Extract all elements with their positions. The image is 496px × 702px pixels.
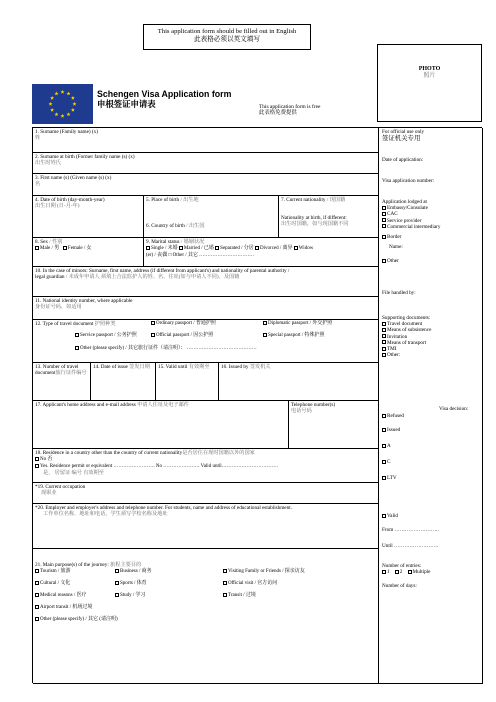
field-surname-at-birth-label: 2. Surname at birth (Former family name (s) (x) [35,154,135,160]
form-title-en: Schengen Visa Application form [97,89,232,99]
field-valid-until-label: 15. Valid until 有效期至 [158,364,210,370]
marital-option-married[interactable]: Married / 已婚 [179,246,214,251]
field-home-address[interactable] [33,401,289,449]
field-first-name[interactable] [33,174,379,196]
purpose-business[interactable]: Business / 商务 [115,568,152,575]
visa-decision-label: Visa decision: [439,406,469,412]
field-date-of-issue[interactable] [91,363,156,401]
field-travel-document-type[interactable] [33,320,379,363]
field-surname-at-birth-label-zh: 出生时姓氏 [35,160,61,166]
free-notice-zh: 此表格免费提供 [259,110,297,116]
doc-option-other[interactable]: Other (please specify) / 其它旅行证件（请注明）： …………………………………… [75,345,257,352]
field-home-address-label: 17. Applicant's home address and e-mail address 申请人住址及电子邮件 [35,402,189,408]
marital-option-single[interactable]: Single / 未婚 [146,246,178,251]
supporting-documents-group [382,315,431,358]
residence-yes-option[interactable]: Yes. Residence permit or equivalent ……………………. No …………………. Valid until……………………………. [35,463,376,470]
lodged-other[interactable]: Other [382,258,440,264]
doc-option-special[interactable]: Special passport / 特殊护照 [263,332,325,339]
visa-application-number-label: Visa application number: [382,178,435,184]
purpose-airport-transit[interactable]: Airport transit / 机场过境 [35,604,92,611]
field-marital-status-label: 9. Marital status / 婚姻状况 [146,239,205,245]
entries-2[interactable]: 2 [395,569,403,575]
field-guardian-label: 10. In the case of minors: Surname, first name, address (if different from applicant's) and nationality of parental authority / [35,268,290,274]
field-purpose-label: 21. Main purpose(s) of the journey: 旅程主要目的 [35,562,142,568]
lodged-commercial[interactable]: Commercial intermediary [382,224,440,230]
field-nationality[interactable] [279,196,379,238]
marital-option-separated[interactable]: Separated / 分居 [215,246,254,251]
doc-means-of-subsistence[interactable]: Means of subsistence [382,327,431,333]
field-first-name-label: 3. First name (s) (Given name (s) (x) [35,175,112,181]
field-date-of-issue-label: 14. Date of issue 签发日期 [93,364,150,370]
decision-ltv[interactable]: LTV [382,475,397,481]
doc-travel-document[interactable]: Travel document [382,321,431,327]
field-travel-document-number-label-2: document旅行证件编号 [35,370,87,376]
valid-until-label: Until …………………….. [382,543,439,549]
purpose-cultural[interactable]: Cultural / 文化 [35,580,70,587]
form-title-zh: 申根签证申请表 [97,99,156,109]
doc-option-ordinary[interactable]: Ordinary passport / 普通护照 [151,320,216,327]
decision-valid[interactable]: Valid [382,513,398,519]
marital-options-line2: (er) / 丧偶 □ Other / 其它 …………………………… [146,253,255,258]
official-title-zh: 签证机关专用 [382,135,421,143]
photo-box[interactable] [377,44,482,122]
notice-zh: 此表格必须以英文填写 [194,36,260,43]
marital-option-divorced[interactable]: Divorced / 离异 [255,246,293,251]
decision-issued[interactable]: Issued [382,427,400,433]
purpose-tourism[interactable]: Tourism / 旅游 [35,568,70,575]
file-handled-by-label: File handled by: [382,290,416,296]
purpose-medical[interactable]: Medical reasons / 医疗 [35,592,87,599]
field-sex[interactable] [33,238,144,267]
field-employer[interactable] [33,504,379,549]
field-guardian[interactable] [33,267,379,297]
decision-a[interactable]: A [382,443,391,449]
lodged-cac[interactable]: CAC [382,211,440,217]
male-checkbox[interactable] [35,246,39,250]
male-label: Male / 男 [40,246,60,251]
female-checkbox[interactable] [63,246,67,250]
field-employer-label-zh: 工作单位名称、地址和电话，学生须写学校名称及地址 [43,511,168,517]
field-occupation-label: *19. Current occupation [35,484,86,490]
purpose-sports[interactable]: Sports / 体育 [115,580,147,587]
purpose-visiting-family[interactable]: Visiting Family or Friends / 探亲访友 [223,568,305,575]
field-national-id-label-zh: 身份证号码，如适用 [35,304,82,310]
field-surname-label: 1. Surname (Family name) (x) [35,129,98,135]
lodged-at-group [382,199,440,265]
purpose-study[interactable]: Study / 学习 [115,592,146,599]
purpose-transit[interactable]: Transit / 过境 [223,592,256,599]
field-residence[interactable] [33,449,379,483]
official-title-en: For official use only [382,129,425,135]
entries-options [382,569,430,575]
field-guardian-label-2: legal guardian / 未成年申请人 须填上合法监护人的姓、名、住址(如与申请人不同)、及国籍 [35,274,240,280]
border-name-label: Name: [389,244,403,251]
doc-means-of-transport[interactable]: Means of transport [382,340,431,346]
field-telephone-label-zh: 电话号码 [291,408,312,414]
female-label: Female / 女 [67,246,92,251]
field-occupation-label-zh: 现职业 [41,490,57,496]
field-date-of-birth-label: 4. Date of birth (day-month-year) [35,197,105,203]
field-place-of-birth-label: 5. Place of birth / 出生地 [146,197,199,203]
eu-flag-icon [32,84,93,124]
field-occupation[interactable] [33,483,379,504]
doc-option-service[interactable]: Service passport / 公务护照 [75,332,137,339]
photo-label-en: PHOTO [418,66,441,72]
field-national-id-label: 11. National identity number, where applicable [35,298,133,304]
field-date-of-birth-label-zh: 出生日期 (日-月-年) [35,203,80,209]
lodged-border[interactable]: Border [382,234,440,240]
field-travel-document-number[interactable] [33,363,91,401]
residence-no-option[interactable]: No 否 [35,456,376,463]
field-telephone[interactable] [289,401,379,449]
field-telephone-label: Telephone number(s) [291,402,336,408]
field-surname-label-zh: 姓 [35,135,41,141]
field-place-country-of-birth[interactable] [144,196,279,238]
field-date-of-birth[interactable] [33,196,144,238]
field-sex-label: 8. Sex / 性别 [35,239,63,245]
lodged-embassy[interactable]: Embassy/Consulate [382,205,440,211]
notice-en: This application form should be filled out in English [157,28,297,35]
field-nationality-label: 7. Current nationality / 现国籍 [281,197,346,203]
residence-yes-option-zh: 是， 居留证 编号 有效期至 [43,470,104,476]
doc-option-diplomatic[interactable]: Diplomatic passport / 外交护照 [263,320,332,327]
application-form [32,127,482,683]
decision-refused[interactable]: Refused [382,413,404,419]
doc-other[interactable]: Other: [382,352,431,358]
field-issued-by[interactable] [219,363,379,401]
field-travel-document-number-label: 13. Number of travel [35,364,79,370]
supporting-documents-label: Supporting documents: [382,315,431,321]
doc-option-official[interactable]: Official passport / 因公护照 [151,332,213,339]
field-issued-by-label: 16. Issued by 签发机关 [221,364,271,370]
language-notice [143,24,311,50]
decision-c[interactable]: C [382,459,390,465]
photo-label-zh: 照片 [423,73,436,79]
field-purpose[interactable] [33,549,379,684]
valid-from-label: From …………………….. [382,527,439,533]
entries-1[interactable]: 1 [382,569,390,575]
sex-options [35,245,141,252]
entries-multiple[interactable]: Multiple [408,569,431,575]
lodged-at-label: Application lodged at [382,199,427,205]
form-title [97,89,231,109]
official-use-panel [379,128,483,684]
field-residence-label: 18. Residence in a country other than the country of current nationality是否居住在现时国籍以外的国家 [35,450,255,456]
doc-invitation[interactable]: Invitation [382,334,431,340]
purpose-other[interactable]: Other (please specify) / 其它 (请注明) [35,616,118,623]
field-surname-at-birth[interactable] [33,153,379,174]
free-notice-en: This application form is free [259,104,321,110]
doc-tmi[interactable]: TMI [382,346,431,352]
field-first-name-label-zh: 名 [35,181,41,187]
marital-options [146,245,376,252]
free-notice [259,104,320,116]
field-nationality-at-birth-label: Nationality at birth, if different: [281,215,347,221]
purpose-official-visit[interactable]: Official visit / 官方访问 [223,580,277,587]
number-of-days-label: Number of days: [382,583,417,589]
field-nationality-at-birth-label-zh: 出生时国籍，如与现国籍不同 [281,221,349,227]
field-travel-document-type-label: 12. Type of travel document 护照种类 [35,321,116,327]
field-country-of-birth-label: 6. Country of birth / 出生国 [146,223,205,229]
field-employer-label: *20. Employer and employer's address and telephone number. For students, name and address of educational establishment. [35,505,292,511]
date-of-application-label: Date of application: [382,157,424,163]
field-valid-until[interactable] [156,363,219,401]
field-marital-status[interactable] [144,238,379,267]
number-of-entries-label: Number of entries: [382,563,422,569]
marital-option-widow[interactable]: Widow [294,246,314,251]
field-surname[interactable] [33,128,379,153]
field-national-id[interactable] [33,297,379,320]
lodged-service-provider[interactable]: Service provider [382,218,440,224]
